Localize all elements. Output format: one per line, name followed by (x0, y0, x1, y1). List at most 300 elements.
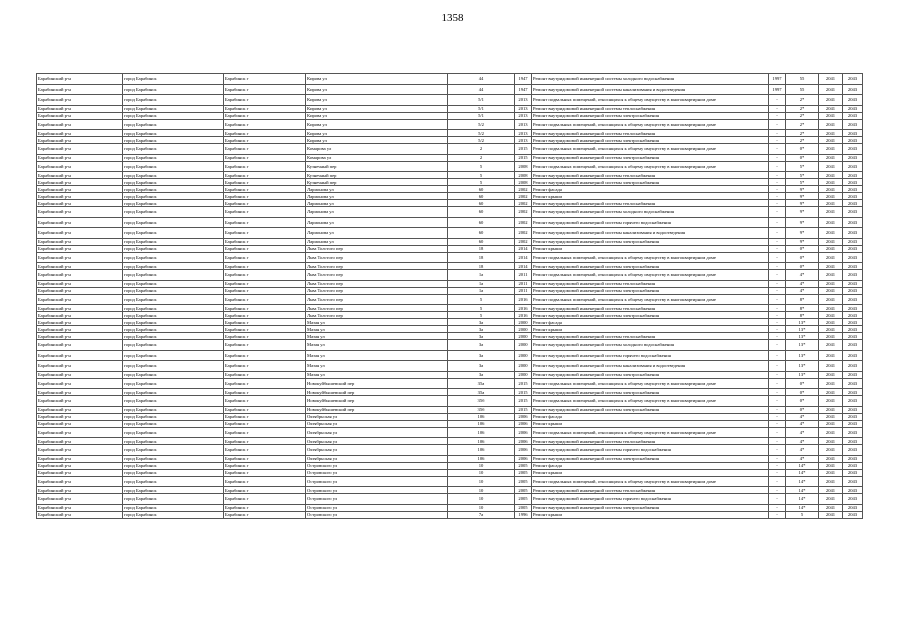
settlement-cell: Барабинск г (224, 119, 306, 130)
municipality-cell: город Барабинск (123, 186, 224, 193)
period-start-cell: 2041 (819, 287, 843, 294)
period-end-cell: 2043 (843, 396, 863, 407)
municipality-cell: город Барабинск (123, 137, 224, 144)
street-cell: Кирова ул (306, 112, 448, 119)
wear-cell: 14* (786, 469, 819, 476)
street-cell: Льва Толстого пер (306, 270, 448, 281)
table-row (37, 438, 863, 445)
wear-cell: 0* (786, 378, 819, 389)
table-row (37, 200, 863, 207)
settlement-cell: Барабинск г (224, 95, 306, 106)
street-cell: Мазая ул (306, 319, 448, 326)
wear-cell: 0* (786, 252, 819, 263)
period-start-cell: 2041 (819, 74, 843, 85)
period-start-cell: 2041 (819, 420, 843, 427)
wear-cell: 0* (786, 154, 819, 161)
district-cell: Барабинский р-н (37, 350, 123, 361)
period-start-cell: 2041 (819, 144, 843, 155)
municipality-cell: город Барабинск (123, 340, 224, 351)
municipality-cell: город Барабинск (123, 179, 224, 186)
period-start-cell: 2041 (819, 396, 843, 407)
municipality-cell: город Барабинск (123, 333, 224, 340)
build-year-cell: 2002 (515, 228, 532, 239)
district-cell: Барабинский р-н (37, 340, 123, 351)
last-repair-year-cell: - (769, 312, 786, 319)
settlement-cell: Барабинск г (224, 462, 306, 469)
work-type-cell: Ремонт внутридомовой инженерной системы холодного водоснабжения (532, 340, 769, 351)
street-cell: Кирова ул (306, 84, 448, 95)
work-type-cell: Ремонт крыши (532, 326, 769, 333)
street-cell: Кирова ул (306, 95, 448, 106)
table-row (37, 193, 863, 200)
period-start-cell: 2041 (819, 245, 843, 252)
build-year-cell: 2013 (515, 95, 532, 106)
district-cell: Барабинский р-н (37, 476, 123, 487)
build-year-cell: 1947 (515, 84, 532, 95)
street-cell: Льва Толстого пер (306, 312, 448, 319)
house-cell: 1а (448, 280, 515, 287)
last-repair-year-cell: - (769, 350, 786, 361)
last-repair-year-cell: - (769, 445, 786, 456)
period-end-cell: 2043 (843, 74, 863, 85)
work-type-cell: Ремонт внутридомовой инженерной системы канализования и водоотведения (532, 361, 769, 372)
wear-cell: 4* (786, 280, 819, 287)
period-end-cell: 2043 (843, 413, 863, 420)
house-cell: 3а (448, 333, 515, 340)
period-end-cell: 2043 (843, 144, 863, 155)
street-cell: Новокуйбышевский пер (306, 406, 448, 413)
period-start-cell: 2041 (819, 340, 843, 351)
last-repair-year-cell: - (769, 287, 786, 294)
build-year-cell: 2013 (515, 130, 532, 137)
district-cell: Барабинский р-н (37, 280, 123, 287)
period-start-cell: 2041 (819, 270, 843, 281)
last-repair-year-cell: - (769, 333, 786, 340)
wear-cell: 0* (786, 144, 819, 155)
district-cell: Барабинский р-н (37, 263, 123, 270)
period-end-cell: 2043 (843, 186, 863, 193)
period-end-cell: 2043 (843, 119, 863, 130)
build-year-cell: 2015 (515, 406, 532, 413)
district-cell: Барабинский р-н (37, 137, 123, 144)
street-cell: Ларионова ул (306, 207, 448, 218)
wear-cell: 4* (786, 455, 819, 462)
settlement-cell: Барабинск г (224, 252, 306, 263)
period-end-cell: 2043 (843, 438, 863, 445)
district-cell: Барабинский р-н (37, 207, 123, 218)
period-start-cell: 2041 (819, 361, 843, 372)
table-row (37, 144, 863, 155)
period-start-cell: 2041 (819, 280, 843, 287)
table-row (37, 361, 863, 372)
wear-cell: 8* (786, 294, 819, 305)
settlement-cell: Барабинск г (224, 228, 306, 239)
work-type-cell: Ремонт внутридомовой инженерной системы теплоснабжения (532, 105, 769, 112)
street-cell: Кирова ул (306, 105, 448, 112)
district-cell: Барабинский р-н (37, 438, 123, 445)
table-body (37, 74, 863, 519)
table-row (37, 161, 863, 172)
district-cell: Барабинский р-н (37, 333, 123, 340)
house-cell: 10 (448, 487, 515, 494)
last-repair-year-cell: - (769, 130, 786, 137)
wear-cell: 4* (786, 413, 819, 420)
last-repair-year-cell: - (769, 494, 786, 505)
wear-cell: 2* (786, 119, 819, 130)
table-row (37, 186, 863, 193)
wear-cell: 5* (786, 161, 819, 172)
last-repair-year-cell: - (769, 438, 786, 445)
municipality-cell: город Барабинск (123, 462, 224, 469)
period-end-cell: 2043 (843, 378, 863, 389)
last-repair-year-cell: - (769, 361, 786, 372)
period-end-cell: 2043 (843, 245, 863, 252)
work-type-cell: Ремонт внутридомовой инженерной системы теплоснабжения (532, 280, 769, 287)
build-year-cell: 2014 (515, 245, 532, 252)
period-end-cell: 2043 (843, 154, 863, 161)
settlement-cell: Барабинск г (224, 144, 306, 155)
wear-cell: 2* (786, 95, 819, 106)
street-cell: Островского ул (306, 487, 448, 494)
municipality-cell: город Барабинск (123, 200, 224, 207)
street-cell: Мазая ул (306, 333, 448, 340)
settlement-cell: Барабинск г (224, 438, 306, 445)
period-start-cell: 2041 (819, 193, 843, 200)
work-type-cell: Ремонт внутридомовой инженерной системы электроснабжения (532, 137, 769, 144)
district-cell: Барабинский р-н (37, 154, 123, 161)
period-end-cell: 2043 (843, 476, 863, 487)
period-start-cell: 2041 (819, 179, 843, 186)
settlement-cell: Барабинск г (224, 504, 306, 511)
settlement-cell: Барабинск г (224, 469, 306, 476)
street-cell: Льва Толстого пер (306, 252, 448, 263)
street-cell: Кузнечный пер (306, 161, 448, 172)
last-repair-year-cell: - (769, 119, 786, 130)
wear-cell: 55 (786, 84, 819, 95)
municipality-cell: город Барабинск (123, 144, 224, 155)
last-repair-year-cell: - (769, 144, 786, 155)
build-year-cell: 2006 (515, 420, 532, 427)
build-year-cell: 2015 (515, 396, 532, 407)
settlement-cell: Барабинск г (224, 84, 306, 95)
work-type-cell: Ремонт внутридомовой инженерной системы электроснабжения (532, 179, 769, 186)
work-type-cell: Ремонт внутридомовой инженерной системы электроснабжения (532, 504, 769, 511)
last-repair-year-cell: - (769, 326, 786, 333)
work-type-cell: Ремонт внутридомовой инженерной системы электроснабжения (532, 238, 769, 245)
settlement-cell: Барабинск г (224, 396, 306, 407)
table-row (37, 280, 863, 287)
last-repair-year-cell: - (769, 193, 786, 200)
last-repair-year-cell: - (769, 476, 786, 487)
district-cell: Барабинский р-н (37, 427, 123, 438)
table-row (37, 476, 863, 487)
period-end-cell: 2043 (843, 112, 863, 119)
table-row (37, 396, 863, 407)
last-repair-year-cell: - (769, 280, 786, 287)
build-year-cell: 2016 (515, 312, 532, 319)
settlement-cell: Барабинск г (224, 130, 306, 137)
settlement-cell: Барабинск г (224, 413, 306, 420)
period-end-cell: 2043 (843, 340, 863, 351)
period-end-cell: 2043 (843, 161, 863, 172)
wear-cell: 14* (786, 462, 819, 469)
build-year-cell: 1947 (515, 74, 532, 85)
house-cell: 10 (448, 469, 515, 476)
street-cell: Мазая ул (306, 371, 448, 378)
house-cell: 5 (448, 161, 515, 172)
street-cell: Мазая ул (306, 326, 448, 333)
last-repair-year-cell: - (769, 95, 786, 106)
work-type-cell: Ремонт внутридомовой инженерной системы электроснабжения (532, 263, 769, 270)
table-row (37, 217, 863, 228)
period-end-cell: 2043 (843, 361, 863, 372)
street-cell: Ларионова ул (306, 193, 448, 200)
street-cell: Октябрьская ул (306, 427, 448, 438)
build-year-cell: 2014 (515, 263, 532, 270)
build-year-cell: 2005 (515, 469, 532, 476)
build-year-cell: 2000 (515, 333, 532, 340)
district-cell: Барабинский р-н (37, 193, 123, 200)
street-cell: Новокуйбышевский пер (306, 389, 448, 396)
period-start-cell: 2041 (819, 238, 843, 245)
period-end-cell: 2043 (843, 350, 863, 361)
municipality-cell: город Барабинск (123, 245, 224, 252)
period-end-cell: 2043 (843, 287, 863, 294)
build-year-cell: 2005 (515, 494, 532, 505)
table-row (37, 406, 863, 413)
municipality-cell: город Барабинск (123, 413, 224, 420)
build-year-cell: 2005 (515, 504, 532, 511)
district-cell: Барабинский р-н (37, 389, 123, 396)
last-repair-year-cell: - (769, 378, 786, 389)
wear-cell: 2* (786, 130, 819, 137)
last-repair-year-cell: - (769, 172, 786, 179)
period-end-cell: 2043 (843, 319, 863, 326)
table-row (37, 130, 863, 137)
wear-cell: 13* (786, 361, 819, 372)
street-cell: Льва Толстого пер (306, 263, 448, 270)
house-cell: 5/1 (448, 112, 515, 119)
municipality-cell: город Барабинск (123, 161, 224, 172)
last-repair-year-cell: 1997 (769, 84, 786, 95)
work-type-cell: Ремонт подвальных помещений, относящихся к общему имуществу в многоквартирном доме (532, 427, 769, 438)
work-type-cell: Ремонт подвальных помещений, относящихся к общему имуществу в многоквартирном доме (532, 270, 769, 281)
wear-cell: 8* (786, 305, 819, 312)
street-cell: Мазая ул (306, 350, 448, 361)
district-cell: Барабинский р-н (37, 455, 123, 462)
settlement-cell: Барабинск г (224, 179, 306, 186)
wear-cell: 2* (786, 112, 819, 119)
period-start-cell: 2041 (819, 312, 843, 319)
municipality-cell: город Барабинск (123, 280, 224, 287)
period-start-cell: 2041 (819, 406, 843, 413)
house-cell: 60 (448, 200, 515, 207)
build-year-cell: 2002 (515, 238, 532, 245)
house-cell: 35а (448, 389, 515, 396)
municipality-cell: город Барабинск (123, 193, 224, 200)
period-start-cell: 2041 (819, 137, 843, 144)
build-year-cell: 2000 (515, 350, 532, 361)
wear-cell: 0* (786, 245, 819, 252)
district-cell: Барабинский р-н (37, 179, 123, 186)
table-row (37, 294, 863, 305)
street-cell: Льва Толстого пер (306, 245, 448, 252)
settlement-cell: Барабинск г (224, 245, 306, 252)
table-row (37, 228, 863, 239)
build-year-cell: 2013 (515, 119, 532, 130)
last-repair-year-cell: - (769, 504, 786, 511)
settlement-cell: Барабинск г (224, 172, 306, 179)
district-cell: Барабинский р-н (37, 217, 123, 228)
table-row (37, 333, 863, 340)
district-cell: Барабинский р-н (37, 84, 123, 95)
period-end-cell: 2043 (843, 333, 863, 340)
work-type-cell: Ремонт внутридомовой инженерной системы электроснабжения (532, 389, 769, 396)
district-cell: Барабинский р-н (37, 361, 123, 372)
table-row (37, 420, 863, 427)
settlement-cell: Барабинск г (224, 105, 306, 112)
wear-cell: 9* (786, 200, 819, 207)
settlement-cell: Барабинск г (224, 476, 306, 487)
district-cell: Барабинский р-н (37, 445, 123, 456)
period-end-cell: 2043 (843, 294, 863, 305)
work-type-cell: Ремонт внутридомовой инженерной системы теплоснабжения (532, 200, 769, 207)
district-cell: Барабинский р-н (37, 161, 123, 172)
table-row (37, 469, 863, 476)
build-year-cell: 2015 (515, 378, 532, 389)
build-year-cell: 2000 (515, 319, 532, 326)
wear-cell: 9* (786, 193, 819, 200)
settlement-cell: Барабинск г (224, 427, 306, 438)
house-cell: 44 (448, 84, 515, 95)
wear-cell: 13* (786, 371, 819, 378)
wear-cell: 4* (786, 445, 819, 456)
build-year-cell: 2016 (515, 305, 532, 312)
work-type-cell: Ремонт внутридомовой инженерной системы теплоснабжения (532, 172, 769, 179)
table-row (37, 84, 863, 95)
house-cell: 106 (448, 413, 515, 420)
municipality-cell: город Барабинск (123, 396, 224, 407)
period-start-cell: 2041 (819, 469, 843, 476)
table-row (37, 137, 863, 144)
last-repair-year-cell: - (769, 319, 786, 326)
municipality-cell: город Барабинск (123, 511, 224, 518)
table-row (37, 179, 863, 186)
district-cell: Барабинский р-н (37, 238, 123, 245)
period-start-cell: 2041 (819, 504, 843, 511)
period-start-cell: 2041 (819, 263, 843, 270)
work-type-cell: Ремонт подвальных помещений, относящихся к общему имуществу в многоквартирном доме (532, 476, 769, 487)
municipality-cell: город Барабинск (123, 294, 224, 305)
last-repair-year-cell: - (769, 263, 786, 270)
period-end-cell: 2043 (843, 137, 863, 144)
work-type-cell: Ремонт подвальных помещений, относящихся к общему имуществу в многоквартирном доме (532, 252, 769, 263)
municipality-cell: город Барабинск (123, 350, 224, 361)
municipality-cell: город Барабинск (123, 326, 224, 333)
last-repair-year-cell: - (769, 245, 786, 252)
municipality-cell: город Барабинск (123, 445, 224, 456)
period-start-cell: 2041 (819, 228, 843, 239)
district-cell: Барабинский р-н (37, 396, 123, 407)
wear-cell: 4* (786, 270, 819, 281)
period-start-cell: 2041 (819, 378, 843, 389)
last-repair-year-cell: - (769, 112, 786, 119)
house-cell: 10 (448, 476, 515, 487)
work-type-cell: Ремонт подвальных помещений, относящихся к общему имуществу в многоквартирном доме (532, 119, 769, 130)
work-type-cell: Ремонт внутридомовой инженерной системы электроснабжения (532, 312, 769, 319)
period-start-cell: 2041 (819, 200, 843, 207)
work-type-cell: Ремонт внутридомовой инженерной системы электроснабжения (532, 406, 769, 413)
wear-cell: 4* (786, 287, 819, 294)
period-end-cell: 2043 (843, 511, 863, 518)
municipality-cell: город Барабинск (123, 172, 224, 179)
house-cell: 35б (448, 406, 515, 413)
table-row (37, 427, 863, 438)
district-cell: Барабинский р-н (37, 200, 123, 207)
build-year-cell: 2013 (515, 112, 532, 119)
work-type-cell: Ремонт крыши (532, 420, 769, 427)
municipality-cell: город Барабинск (123, 112, 224, 119)
house-cell: 60 (448, 186, 515, 193)
district-cell: Барабинский р-н (37, 406, 123, 413)
period-end-cell: 2043 (843, 469, 863, 476)
street-cell: Октябрьская ул (306, 445, 448, 456)
district-cell: Барабинский р-н (37, 119, 123, 130)
work-type-cell: Ремонт фасада (532, 462, 769, 469)
settlement-cell: Барабинск г (224, 511, 306, 518)
work-type-cell: Ремонт подвальных помещений, относящихся к общему имуществу в многоквартирном доме (532, 396, 769, 407)
work-type-cell: Ремонт внутридомовой инженерной системы электроснабжения (532, 371, 769, 378)
period-start-cell: 2041 (819, 305, 843, 312)
settlement-cell: Барабинск г (224, 406, 306, 413)
table-row (37, 154, 863, 161)
wear-cell: 13* (786, 319, 819, 326)
work-type-cell: Ремонт внутридомовой инженерной системы горячего водоснабжения (532, 445, 769, 456)
table-row (37, 487, 863, 494)
build-year-cell: 2002 (515, 186, 532, 193)
table-row (37, 462, 863, 469)
last-repair-year-cell: - (769, 305, 786, 312)
district-cell: Барабинский р-н (37, 305, 123, 312)
page-number: 1358 (441, 12, 464, 24)
municipality-cell: город Барабинск (123, 420, 224, 427)
table-row (37, 238, 863, 245)
work-type-cell: Ремонт подвальных помещений, относящихся к общему имуществу в многоквартирном доме (532, 144, 769, 155)
street-cell: Островского ул (306, 476, 448, 487)
last-repair-year-cell: - (769, 186, 786, 193)
work-type-cell: Ремонт внутридомовой инженерной системы холодного водоснабжения (532, 207, 769, 218)
table-row (37, 172, 863, 179)
street-cell: Льва Толстого пер (306, 305, 448, 312)
period-start-cell: 2041 (819, 438, 843, 445)
municipality-cell: город Барабинск (123, 95, 224, 106)
district-cell: Барабинский р-н (37, 228, 123, 239)
table-row (37, 350, 863, 361)
period-end-cell: 2043 (843, 420, 863, 427)
municipality-cell: город Барабинск (123, 154, 224, 161)
wear-cell: 0* (786, 263, 819, 270)
last-repair-year-cell: - (769, 228, 786, 239)
period-end-cell: 2043 (843, 462, 863, 469)
build-year-cell: 2006 (515, 427, 532, 438)
settlement-cell: Барабинск г (224, 161, 306, 172)
build-year-cell: 2011 (515, 287, 532, 294)
street-cell: Новокуйбышевский пер (306, 378, 448, 389)
house-cell: 35б (448, 396, 515, 407)
wear-cell: 13* (786, 333, 819, 340)
district-cell: Барабинский р-н (37, 487, 123, 494)
house-cell: 3а (448, 340, 515, 351)
